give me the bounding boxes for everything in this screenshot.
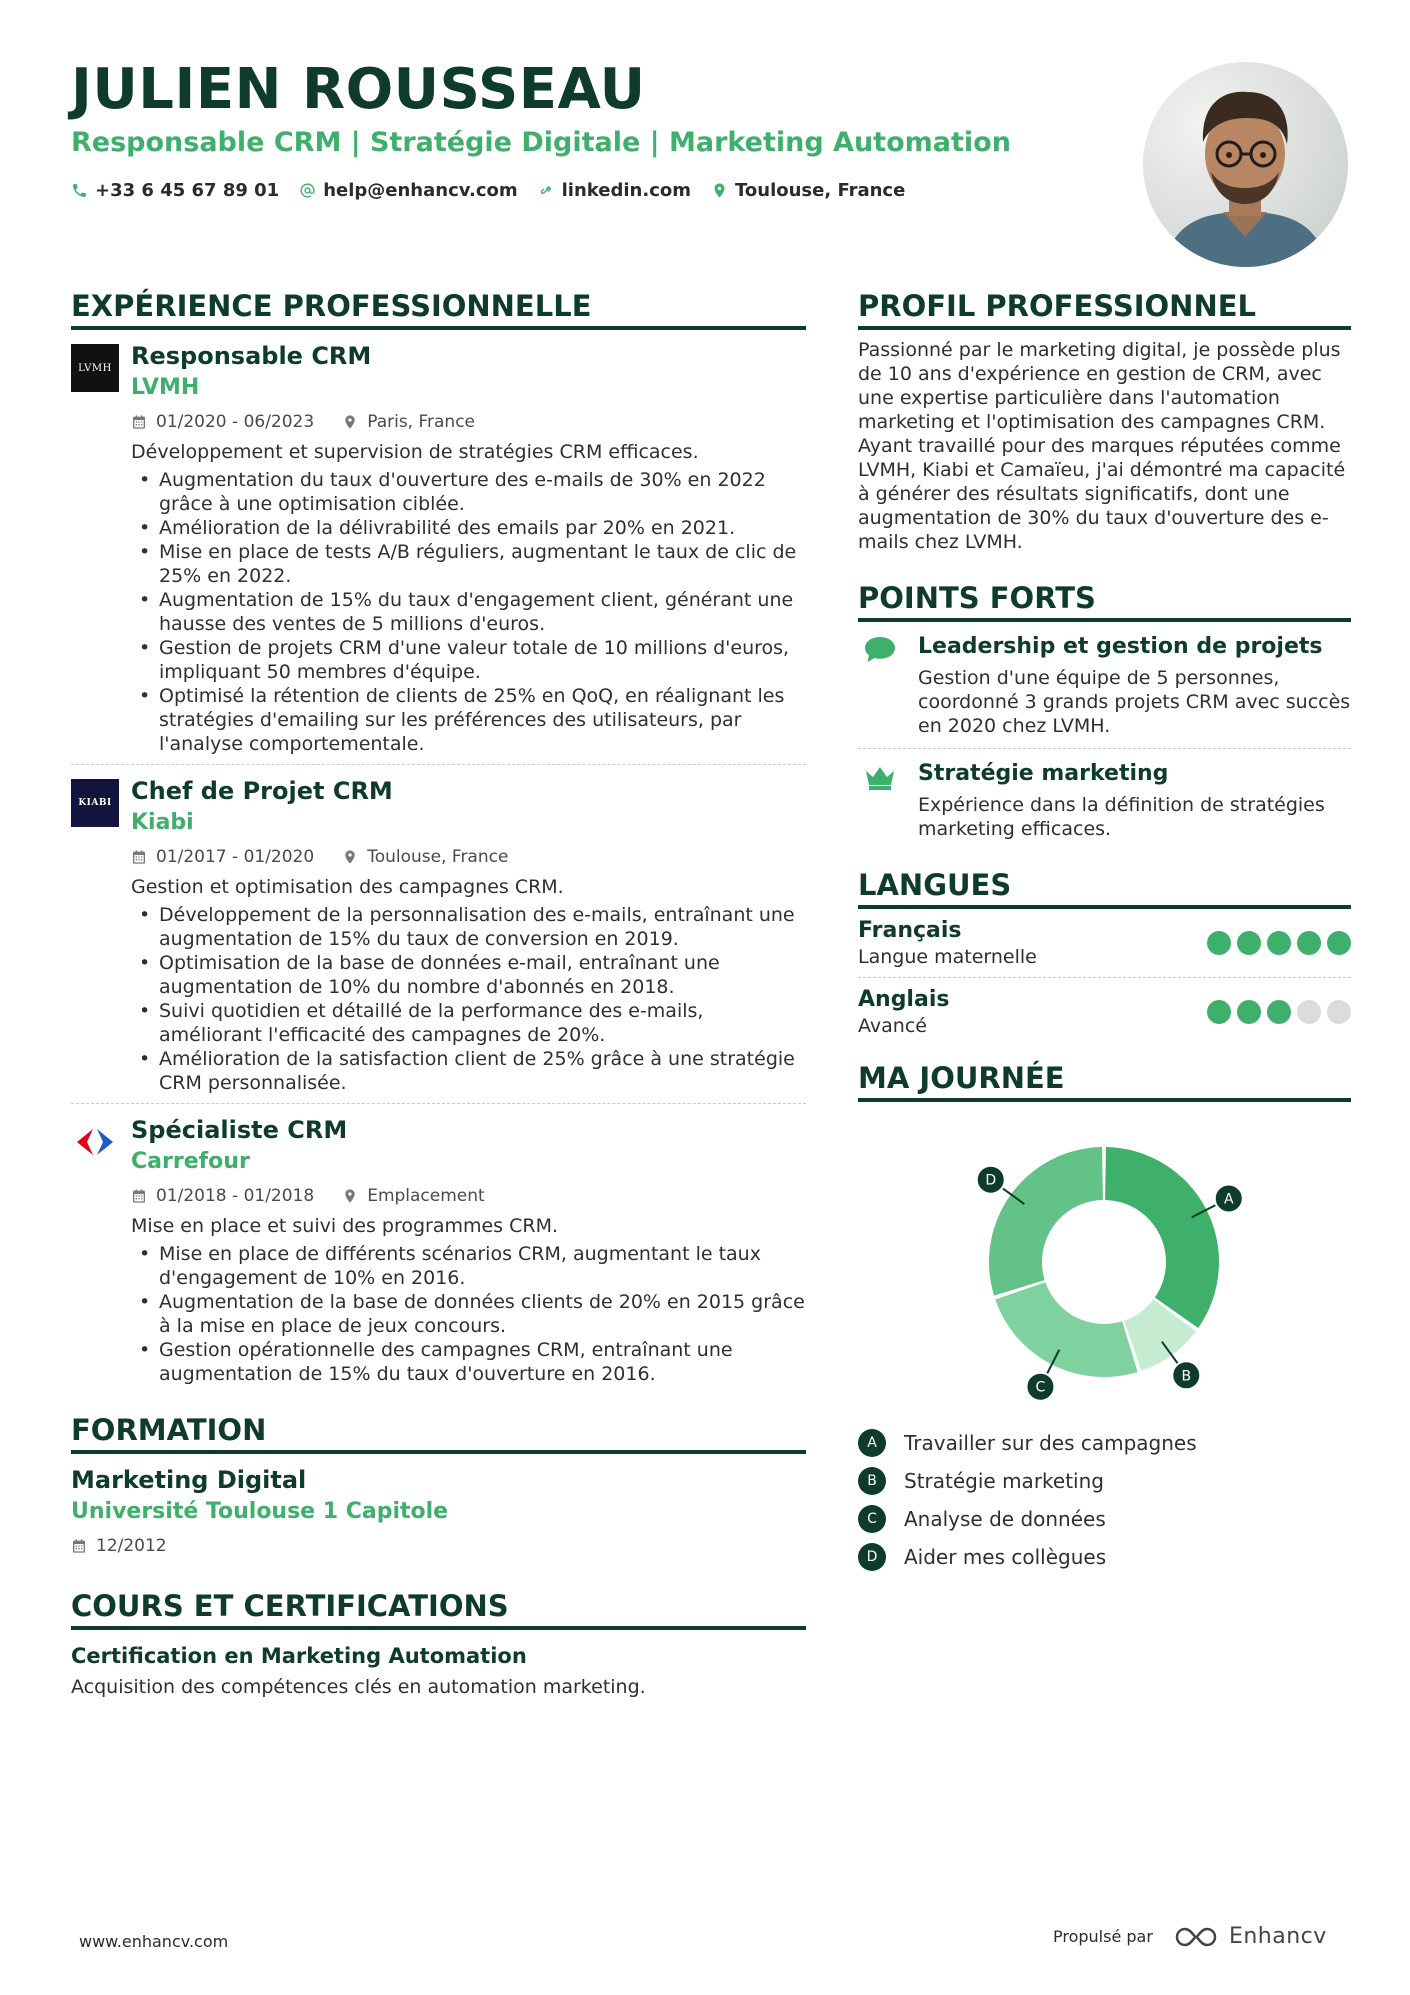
donut-marker-label: B bbox=[1181, 1368, 1192, 1385]
language-item bbox=[858, 909, 1351, 977]
contact-linkedin[interactable] bbox=[538, 180, 691, 201]
job-dates: 01/2018 - 01/2018 bbox=[131, 1184, 314, 1208]
job-location: Toulouse, France bbox=[342, 845, 508, 869]
job-description: Mise en place et suivi des programmes CRM. bbox=[131, 1215, 559, 1237]
calendar-icon bbox=[131, 849, 147, 865]
education-entry bbox=[71, 1464, 806, 1558]
day-chart bbox=[858, 1112, 1351, 1412]
job-description: Gestion et optimisation des campagnes CRM. bbox=[131, 876, 564, 898]
location-pin-icon bbox=[711, 182, 728, 199]
legend-label: Travailler sur des campagnes bbox=[904, 1431, 1197, 1455]
strength-item bbox=[858, 748, 1351, 851]
language-level: Langue maternelle bbox=[858, 946, 1037, 968]
list-item: • Gestion opérationnelle des campagnes CRM, entraînant une augmentation de 15% du taux d'ouverture en 2016. bbox=[131, 1338, 806, 1386]
candidate-subtitle: Responsable CRM | Stratégie Digitale | Marketing Automation bbox=[71, 127, 1011, 158]
donut-marker-label: A bbox=[1223, 1191, 1234, 1208]
speech-bubble-icon bbox=[862, 634, 898, 666]
rating-dot-filled bbox=[1207, 931, 1231, 955]
email-text: help@enhancv.com bbox=[323, 180, 518, 201]
carrefour-logo bbox=[71, 1118, 119, 1166]
right-column bbox=[858, 288, 1351, 1576]
footer-website[interactable]: www.enhancv.com bbox=[79, 1932, 229, 1951]
phone-icon bbox=[71, 182, 88, 199]
list-item: • Augmentation du taux d'ouverture des e-mails de 30% en 2022 grâce à une optimisation ciblée. bbox=[131, 468, 806, 516]
experience-heading: EXPÉRIENCE PROFESSIONNELLE bbox=[71, 288, 806, 330]
job-entry bbox=[71, 1103, 806, 1394]
education-heading: FORMATION bbox=[71, 1412, 806, 1454]
header bbox=[71, 58, 1121, 201]
strengths-heading: POINTS FORTS bbox=[858, 580, 1351, 622]
lvmh-logo: LVMH bbox=[71, 344, 119, 392]
language-rating bbox=[1201, 931, 1351, 955]
powered-by-text: Propulsé par bbox=[1053, 1927, 1153, 1946]
contact-email[interactable] bbox=[299, 180, 517, 201]
rating-dot-empty bbox=[1297, 1000, 1321, 1024]
chart-legend bbox=[858, 1424, 1351, 1576]
list-item: • Gestion de projets CRM d'une valeur totale de 10 millions d'euros, impliquant 50 membres d'équipe. bbox=[131, 636, 806, 684]
at-sign-icon bbox=[299, 182, 316, 199]
list-item: • Mise en place de tests A/B réguliers, augmentant le taux de clic de 25% en 2022. bbox=[131, 540, 806, 588]
strength-item bbox=[858, 622, 1351, 748]
rating-dot-filled bbox=[1267, 1000, 1291, 1024]
job-bullets bbox=[131, 468, 806, 756]
brand-name: Enhancv bbox=[1228, 1924, 1327, 1949]
strength-description: Expérience dans la définition de stratégies marketing efficaces. bbox=[918, 794, 1325, 840]
company-name: Carrefour bbox=[131, 1149, 250, 1174]
job-bullets bbox=[131, 903, 806, 1095]
job-entry bbox=[71, 330, 806, 764]
language-item bbox=[858, 977, 1351, 1046]
strength-title: Stratégie marketing bbox=[918, 761, 1169, 786]
list-item: • Développement de la personnalisation des e-mails, entraînant une augmentation de 15% du taux de conversion en 2019. bbox=[131, 903, 806, 951]
job-entry bbox=[71, 764, 806, 1103]
job-meta bbox=[131, 410, 806, 434]
left-column bbox=[71, 288, 806, 1700]
donut-slice-a bbox=[1105, 1147, 1219, 1328]
job-dates: 01/2017 - 01/2020 bbox=[131, 845, 314, 869]
enhancv-logo-icon bbox=[1173, 1925, 1219, 1949]
profile-photo bbox=[1143, 62, 1348, 267]
list-item: • Optimisation de la base de données e-mail, entraînant une augmentation de 10% du nombre d'abonnés en 2018. bbox=[131, 951, 806, 999]
language-level: Avancé bbox=[858, 1015, 927, 1037]
legend-label: Stratégie marketing bbox=[904, 1469, 1104, 1493]
location-pin-icon bbox=[342, 1188, 358, 1204]
strength-title: Leadership et gestion de projets bbox=[918, 634, 1323, 659]
education-date: 12/2012 bbox=[71, 1534, 167, 1558]
profile-heading: PROFIL PROFESSIONNEL bbox=[858, 288, 1351, 330]
donut-chart-svg bbox=[858, 1112, 1351, 1412]
donut-slice-c bbox=[995, 1282, 1137, 1377]
job-bullets bbox=[131, 1242, 806, 1386]
calendar-icon bbox=[131, 414, 147, 430]
school-name: Université Toulouse 1 Capitole bbox=[71, 1499, 449, 1524]
rating-dot-filled bbox=[1207, 1000, 1231, 1024]
crown-icon bbox=[862, 761, 898, 793]
footer-branding bbox=[1053, 1924, 1327, 1949]
job-dates: 01/2020 - 06/2023 bbox=[131, 410, 314, 434]
day-heading: MA JOURNÉE bbox=[858, 1060, 1351, 1102]
legend-badge: B bbox=[858, 1467, 886, 1495]
location-pin-icon bbox=[342, 849, 358, 865]
link-icon bbox=[538, 182, 555, 199]
donut-slice-d bbox=[989, 1147, 1103, 1296]
contact-location bbox=[711, 180, 905, 201]
legend-label: Analyse de données bbox=[904, 1507, 1106, 1531]
rating-dot-filled bbox=[1237, 1000, 1261, 1024]
list-item: • Amélioration de la délivrabilité des emails par 20% en 2021. bbox=[131, 516, 806, 540]
company-name: Kiabi bbox=[131, 810, 194, 835]
linkedin-text: linkedin.com bbox=[561, 180, 691, 201]
job-meta bbox=[131, 845, 806, 869]
legend-item bbox=[858, 1462, 1351, 1500]
language-rating bbox=[1201, 1000, 1351, 1024]
certification-name: Certification en Marketing Automation bbox=[71, 1644, 527, 1668]
certification-description: Acquisition des compétences clés en automation marketing. bbox=[71, 1676, 646, 1698]
legend-badge: C bbox=[858, 1505, 886, 1533]
phone-text: +33 6 45 67 89 01 bbox=[95, 180, 280, 201]
rating-dot-filled bbox=[1267, 931, 1291, 955]
calendar-icon bbox=[131, 1188, 147, 1204]
job-description: Développement et supervision de stratégies CRM efficaces. bbox=[131, 441, 699, 463]
list-item: • Augmentation de la base de données clients de 20% en 2015 grâce à la mise en place de jeux concours. bbox=[131, 1290, 806, 1338]
job-title: Responsable CRM bbox=[131, 342, 372, 370]
legend-badge: D bbox=[858, 1543, 886, 1571]
job-meta bbox=[131, 1184, 806, 1208]
job-location: Paris, France bbox=[342, 410, 475, 434]
rating-dot-filled bbox=[1297, 931, 1321, 955]
candidate-name: JULIEN ROUSSEAU bbox=[71, 57, 646, 122]
kiabi-logo: KIABI bbox=[71, 779, 119, 827]
degree-title: Marketing Digital bbox=[71, 1466, 307, 1494]
legend-item bbox=[858, 1500, 1351, 1538]
list-item: • Suivi quotidien et détaillé de la performance des e-mails, améliorant l'efficacité des campagnes de 20%. bbox=[131, 999, 806, 1047]
certifications-heading: COURS ET CERTIFICATIONS bbox=[71, 1588, 806, 1630]
rating-dot-empty bbox=[1327, 1000, 1351, 1024]
location-text: Toulouse, France bbox=[735, 180, 906, 201]
list-item: • Amélioration de la satisfaction client de 25% grâce à une stratégie CRM personnalisée. bbox=[131, 1047, 806, 1095]
list-item: • Mise en place de différents scénarios CRM, augmentant le taux d'engagement de 10% en 2016. bbox=[131, 1242, 806, 1290]
job-title: Spécialiste CRM bbox=[131, 1116, 348, 1144]
list-item: • Augmentation de 15% du taux d'engagement client, générant une hausse des ventes de 5 millions d'euros. bbox=[131, 588, 806, 636]
profile-summary: Passionné par le marketing digital, je possède plus de 10 ans d'expérience en gestion de CRM, avec une expertise particulière dans l'automation marketing et l'optimisation des campagnes CRM. Ayant travaillé pour des marques réputées comme LVMH, Kiabi et Camaïeu, j'ai démontré ma capacité à générer des résultats significatifs, dont une augmentation de 30% du taux d'ouverture des e-mails chez LVMH. bbox=[858, 339, 1346, 553]
rating-dot-filled bbox=[1327, 931, 1351, 955]
list-item: • Optimisé la rétention de clients de 25% en QoQ, en réalignant les stratégies d'emailing sur les préférences des utilisateurs, par l'analyse comportementale. bbox=[131, 684, 806, 756]
donut-marker-label: C bbox=[1035, 1379, 1046, 1396]
legend-item bbox=[858, 1538, 1351, 1576]
job-location: Emplacement bbox=[342, 1184, 485, 1208]
job-title: Chef de Projet CRM bbox=[131, 777, 393, 805]
strength-description: Gestion d'une équipe de 5 personnes, coordonné 3 grands projets CRM avec succès en 2020 chez LVMH. bbox=[918, 667, 1351, 737]
rating-dot-filled bbox=[1237, 931, 1261, 955]
language-name: Anglais bbox=[858, 987, 950, 1012]
legend-badge: A bbox=[858, 1429, 886, 1457]
location-pin-icon bbox=[342, 414, 358, 430]
company-name: LVMH bbox=[131, 375, 200, 400]
legend-label: Aider mes collègues bbox=[904, 1545, 1107, 1569]
legend-item bbox=[858, 1424, 1351, 1462]
contact-phone[interactable] bbox=[71, 180, 279, 201]
language-name: Français bbox=[858, 918, 962, 943]
languages-heading: LANGUES bbox=[858, 867, 1351, 909]
calendar-icon bbox=[71, 1538, 87, 1554]
donut-marker-label: D bbox=[985, 1172, 997, 1189]
contact-bar bbox=[71, 180, 1121, 201]
education-meta bbox=[71, 1534, 806, 1558]
